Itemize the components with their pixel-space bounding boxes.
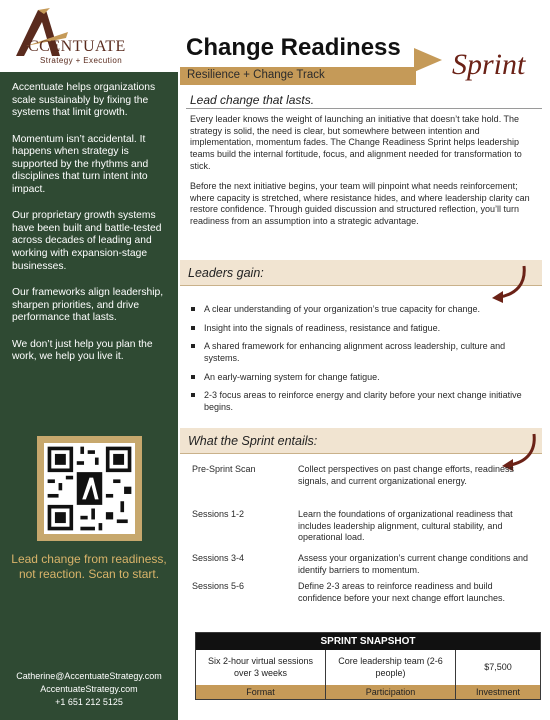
gains-list [190, 304, 536, 421]
sidebar-paragraph: Momentum isn’t accidental. It happens when strategy is supported by the rhythms and disciplines that turn intent into impact. [12, 133, 149, 195]
qr-code-icon [44, 443, 135, 534]
snapshot-format-label: Format [196, 685, 326, 699]
track-label: Resilience + Change Track [187, 69, 325, 81]
schedule-phase: Pre-Sprint Scan [192, 464, 256, 474]
bullet-icon [191, 326, 195, 330]
sidebar-paragraph: We don’t just help you plan the work, we help you live it. [12, 338, 153, 363]
sidebar-cta: Lead change from readiness, not reaction. Scan to start. [11, 552, 167, 581]
sprint-script-word: Sprint [452, 48, 526, 81]
intro-heading: Lead change that lasts. [190, 93, 315, 107]
sprint-snapshot-table [195, 632, 541, 700]
contact-email[interactable]: Catherine@AccentuateStrategy.com [16, 671, 162, 681]
snapshot-investment-label: Investment [475, 687, 521, 697]
intro-divider [186, 108, 542, 109]
sidebar-paragraph: Accentuate helps organizations scale sustainably by fixing the systems that limit growth. [12, 82, 156, 119]
bullet-icon [191, 307, 195, 311]
schedule-description: Define 2-3 areas to reinforce readiness and build confidence before your next change effort launches. [298, 581, 505, 603]
snapshot-title: SPRINT SNAPSHOT [196, 633, 540, 650]
entails-band [180, 428, 542, 454]
sidebar [0, 72, 178, 720]
contact-phone[interactable]: +1 651 212 5125 [55, 696, 123, 707]
contact-website[interactable]: AccentuateStrategy.com [40, 683, 138, 694]
logo-wordmark: CCENTUATE [28, 38, 126, 55]
list-item: A shared framework for enhancing alignment across leadership, culture and systems. [190, 341, 536, 364]
schedule-description: Learn the foundations of organizational readiness that includes leadership alignment, cultural stability, and operational load. [298, 509, 513, 543]
list-item: Insight into the signals of readiness, resistance and fatigue. [190, 323, 536, 335]
bullet-icon [191, 344, 195, 348]
snapshot-format-value: Six 2-hour virtual sessions over 3 weeks [196, 650, 326, 685]
sidebar-paragraph: Our frameworks align leadership, sharpen priorities, and drive performance that lasts. [12, 287, 164, 324]
schedule-phase: Sessions 5-6 [192, 581, 245, 591]
list-item: 2-3 focus areas to reinforce energy and clarity before your next change initiative begins. [190, 390, 536, 413]
accentuate-logo [8, 6, 178, 68]
snapshot-investment-value: $7,500 [484, 661, 512, 672]
sidebar-paragraph: Our proprietary growth systems have been built and battle-tested across decades of leading and working with expansion-stage businesses. [12, 210, 162, 272]
snapshot-participation-value: Core leadership team (2-6 people) [326, 650, 456, 685]
qr-code-frame[interactable] [37, 436, 142, 541]
schedule-phase: Sessions 3-4 [192, 553, 245, 563]
intro-paragraph: Every leader knows the weight of launching an initiative that doesn’t take hold. The strategy is solid, the need is clear, but somewhere between intention and implementation, momentum fades. The Change Readiness Sprint helps leadership teams build the internal fortitude, focus, and alignment needed for transformation to stick. [190, 114, 522, 171]
bullet-icon [191, 375, 195, 379]
gains-heading: Leaders gain: [188, 266, 264, 280]
list-item: An early-warning system for change fatigue. [190, 372, 536, 384]
curved-arrow-icon [486, 262, 532, 304]
logo-tagline: Strategy + Execution [40, 56, 123, 65]
schedule-phase: Sessions 1-2 [192, 509, 245, 519]
entails-heading: What the Sprint entails: [188, 434, 318, 448]
bullet-icon [191, 393, 195, 397]
schedule-description: Assess your organization’s current change conditions and identify barriers to momentum. [298, 553, 528, 575]
intro-paragraph: Before the next initiative begins, your team will pinpoint what needs reinforcement; where capacity is stretched, where resistance hides, and where leadership clarity can restore confidence. Through guided discussion and structured reflection, you’ll turn readiness from an assumption into a strategic advantage. [190, 181, 530, 227]
list-item: A clear understanding of your organization’s true capacity for change. [190, 304, 536, 316]
page-title: Change Readiness [186, 34, 401, 61]
qr-code[interactable] [44, 443, 135, 534]
schedule-description: Collect perspectives on past change efforts, readiness signals, and current organizational energy. [298, 464, 514, 486]
snapshot-participation-label: Participation [326, 685, 456, 699]
contact-block [0, 670, 178, 708]
